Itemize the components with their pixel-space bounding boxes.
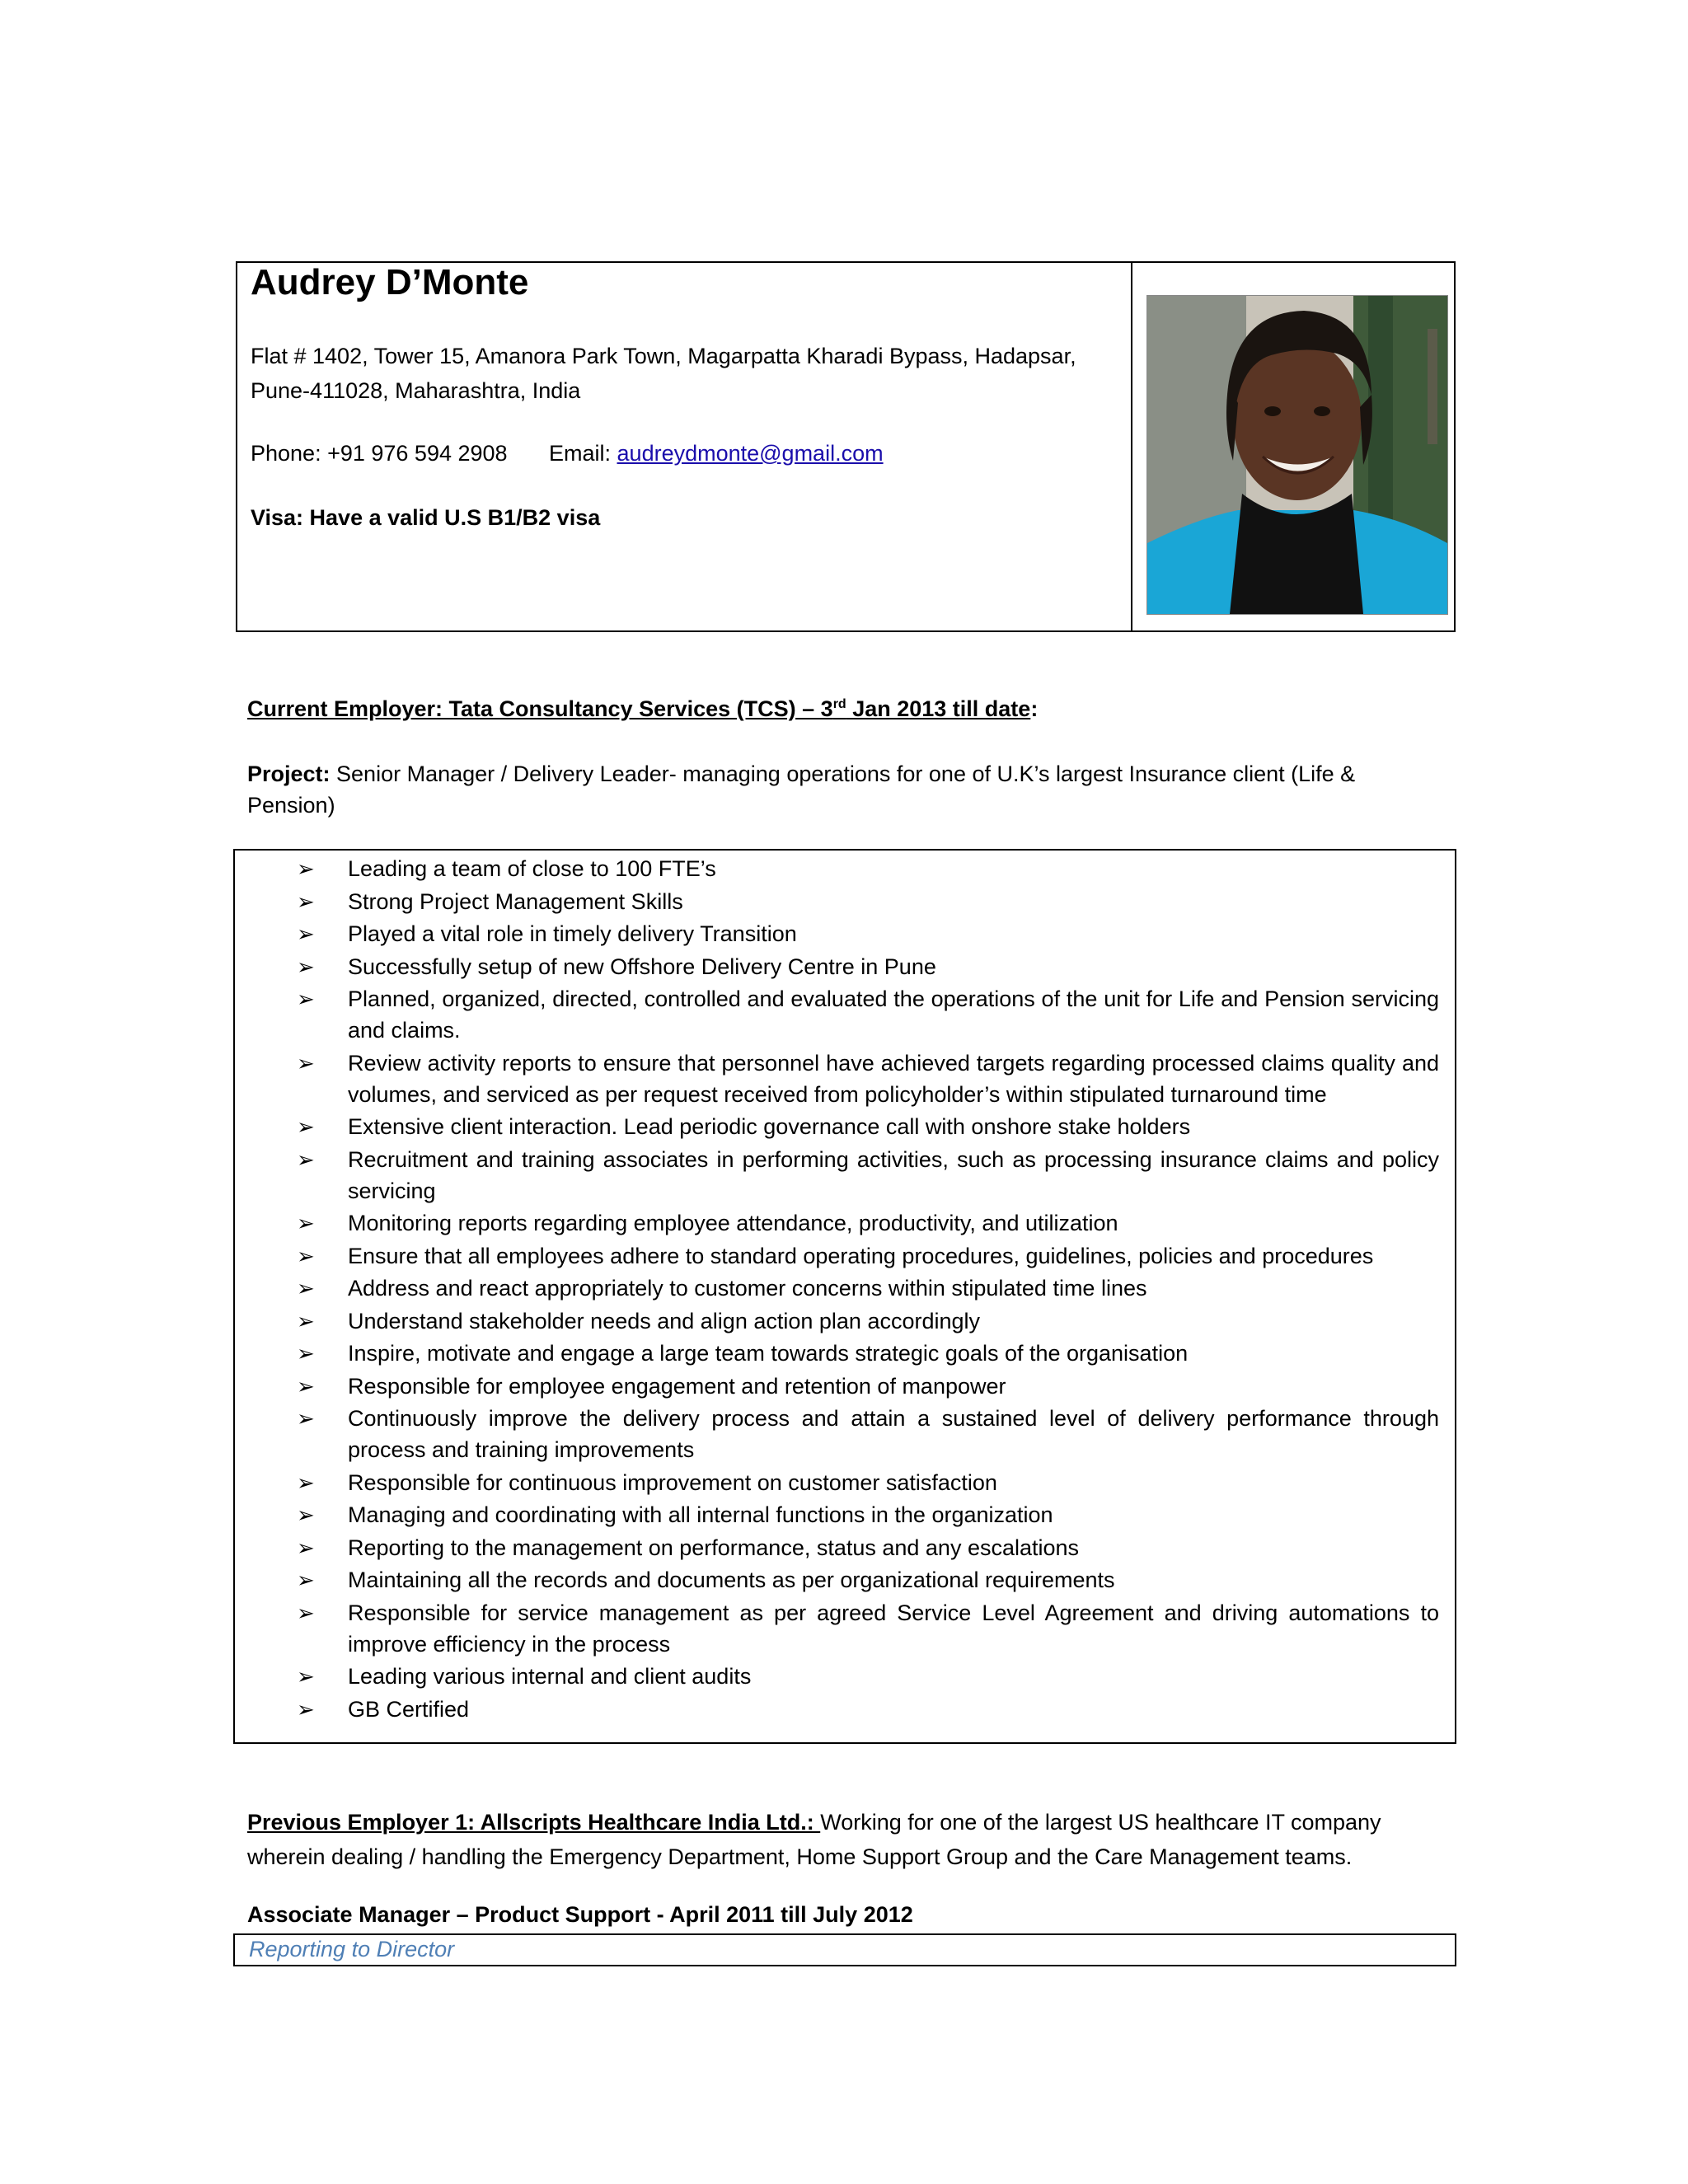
responsibility-text: Responsible for employee engagement and retention of manpower <box>348 1373 1006 1399</box>
responsibility-text: Responsible for service management as per agreed Service Level Agreement and driving automations to improve efficiency in the process <box>348 1600 1439 1657</box>
responsibility-item <box>297 1371 1439 1402</box>
responsibility-text: Leading various internal and client audits <box>348 1664 752 1689</box>
responsibility-text: Address and react appropriately to customer concerns within stipulated time lines <box>348 1276 1147 1301</box>
responsibility-text: Continuously improve the delivery process and attain a sustained level of delivery performance through process and training improvements <box>348 1406 1439 1462</box>
previous-employer-block <box>247 1805 1467 1874</box>
email-link[interactable]: audreydmonte@gmail.com <box>617 441 884 466</box>
arrow-bullet-icon: ➢ <box>297 1696 315 1722</box>
responsibility-text: Monitoring reports regarding employee attendance, productivity, and utilization <box>348 1211 1118 1235</box>
previous-employer-heading: Previous Employer 1: Allscripts Healthcare India Ltd.: <box>247 1810 821 1835</box>
reporting-text: Reporting to Director <box>249 1937 455 1961</box>
current-employer-heading: Current Employer: Tata Consultancy Services (TCS) – 3rd Jan 2013 till date: <box>247 696 1039 721</box>
address-line-2: Pune-411028, Maharashtra, India <box>251 378 581 403</box>
responsibility-item <box>297 1272 1439 1304</box>
responsibility-item <box>297 1564 1439 1596</box>
responsibility-item <box>297 1144 1439 1207</box>
arrow-bullet-icon: ➢ <box>297 1114 315 1139</box>
arrow-bullet-icon: ➢ <box>297 888 315 914</box>
arrow-bullet-icon: ➢ <box>297 987 315 1011</box>
responsibility-item <box>297 918 1439 949</box>
header-divider <box>1131 261 1132 632</box>
responsibility-text: Maintaining all the records and documents as per organizational requirements <box>348 1568 1115 1592</box>
previous-employer-text-2: wherein dealing / handling the Emergency Department, Home Support Group and the Care Management teams. <box>247 1844 1353 1869</box>
responsibility-text: Extensive client interaction. Lead periodic governance call with onshore stake holders <box>348 1114 1191 1139</box>
arrow-bullet-icon: ➢ <box>297 1146 315 1172</box>
candidate-name: Audrey D’Monte <box>251 262 529 302</box>
arrow-bullet-icon: ➢ <box>297 1308 315 1333</box>
project-text-2: Pension) <box>247 793 335 818</box>
responsibility-text: Played a vital role in timely delivery Transition <box>348 921 797 946</box>
responsibility-text: Strong Project Management Skills <box>348 888 683 914</box>
previous-employer-text-1: Working for one of the largest US healthcare IT company <box>820 1810 1381 1835</box>
project-description <box>247 758 1451 821</box>
responsibility-item <box>297 1499 1439 1530</box>
email-row <box>549 441 884 466</box>
responsibility-item <box>297 1403 1439 1465</box>
responsibility-text: Ensure that all employees adhere to standard operating procedures, guidelines, policies and procedures <box>348 1243 1374 1268</box>
arrow-bullet-icon: ➢ <box>297 1568 315 1592</box>
arrow-bullet-icon: ➢ <box>297 1211 315 1235</box>
responsibilities-list <box>297 853 1439 1726</box>
responsibility-item <box>297 1661 1439 1692</box>
arrow-bullet-icon: ➢ <box>297 1502 315 1527</box>
responsibility-text: Managing and coordinating with all internal functions in the organization <box>348 1502 1053 1527</box>
responsibility-item <box>297 1694 1439 1725</box>
responsibility-text: Understand stakeholder needs and align action plan accordingly <box>348 1308 981 1333</box>
responsibility-text: Responsible for continuous improvement on customer satisfaction <box>348 1469 997 1495</box>
arrow-bullet-icon: ➢ <box>297 954 315 979</box>
project-text-1: Senior Manager / Delivery Leader- managing operations for one of U.K’s largest Insurance client (Life & <box>330 762 1356 786</box>
arrow-bullet-icon: ➢ <box>297 1600 315 1625</box>
arrow-bullet-icon: ➢ <box>297 1276 315 1301</box>
responsibility-item <box>297 983 1439 1046</box>
arrow-bullet-icon: ➢ <box>297 1373 315 1399</box>
responsibility-item <box>297 951 1439 982</box>
arrow-bullet-icon: ➢ <box>297 1243 315 1268</box>
responsibility-text: Planned, organized, directed, controlled and evaluated the operations of the unit for Life and Pension servicing and claims. <box>348 987 1439 1043</box>
arrow-bullet-icon: ➢ <box>297 1406 315 1431</box>
visa-status: Visa: Have a valid U.S B1/B2 visa <box>251 505 601 530</box>
responsibility-item <box>297 1305 1439 1337</box>
responsibility-text: Successfully setup of new Offshore Delivery Centre in Pune <box>348 954 936 979</box>
address-line-1: Flat # 1402, Tower 15, Amanora Park Town, Magarpatta Kharadi Bypass, Hadapsar, <box>251 344 1076 368</box>
responsibility-item <box>297 1207 1439 1239</box>
arrow-bullet-icon: ➢ <box>297 1469 315 1495</box>
responsibility-text: GB Certified <box>348 1696 470 1722</box>
responsibility-item <box>297 1467 1439 1498</box>
arrow-bullet-icon: ➢ <box>297 1050 315 1076</box>
arrow-bullet-icon: ➢ <box>297 921 315 946</box>
email-label: Email: <box>549 441 612 466</box>
responsibility-item <box>297 1338 1439 1369</box>
phone: Phone: +91 976 594 2908 <box>251 441 508 466</box>
responsibility-item <box>297 1532 1439 1563</box>
responsibility-text: Inspire, motivate and engage a large team towards strategic goals of the organisation <box>348 1341 1189 1366</box>
previous-role: Associate Manager – Product Support - April 2011 till July 2012 <box>247 1902 913 1927</box>
responsibility-item <box>297 1597 1439 1660</box>
arrow-bullet-icon: ➢ <box>297 1535 315 1560</box>
responsibility-item <box>297 1240 1439 1272</box>
responsibility-text: Recruitment and training associates in performing activities, such as processing insurance claims and policy servicing <box>348 1146 1439 1203</box>
responsibility-item <box>297 886 1439 917</box>
responsibility-text: Review activity reports to ensure that personnel have achieved targets regarding processed claims quality and volumes, and serviced as per request received from policyholder’s within stipulated turnaround time <box>348 1050 1439 1107</box>
responsibility-text: Leading a team of close to 100 FTE’s <box>348 856 716 881</box>
responsibility-item <box>297 1111 1439 1142</box>
arrow-bullet-icon: ➢ <box>297 1341 315 1366</box>
arrow-bullet-icon: ➢ <box>297 1664 315 1689</box>
project-label: Project: <box>247 762 331 786</box>
responsibility-item <box>297 1047 1439 1110</box>
responsibility-item <box>297 853 1439 884</box>
arrow-bullet-icon: ➢ <box>297 856 315 881</box>
responsibility-text: Reporting to the management on performance, status and any escalations <box>348 1535 1080 1560</box>
profile-photo <box>1146 295 1448 615</box>
